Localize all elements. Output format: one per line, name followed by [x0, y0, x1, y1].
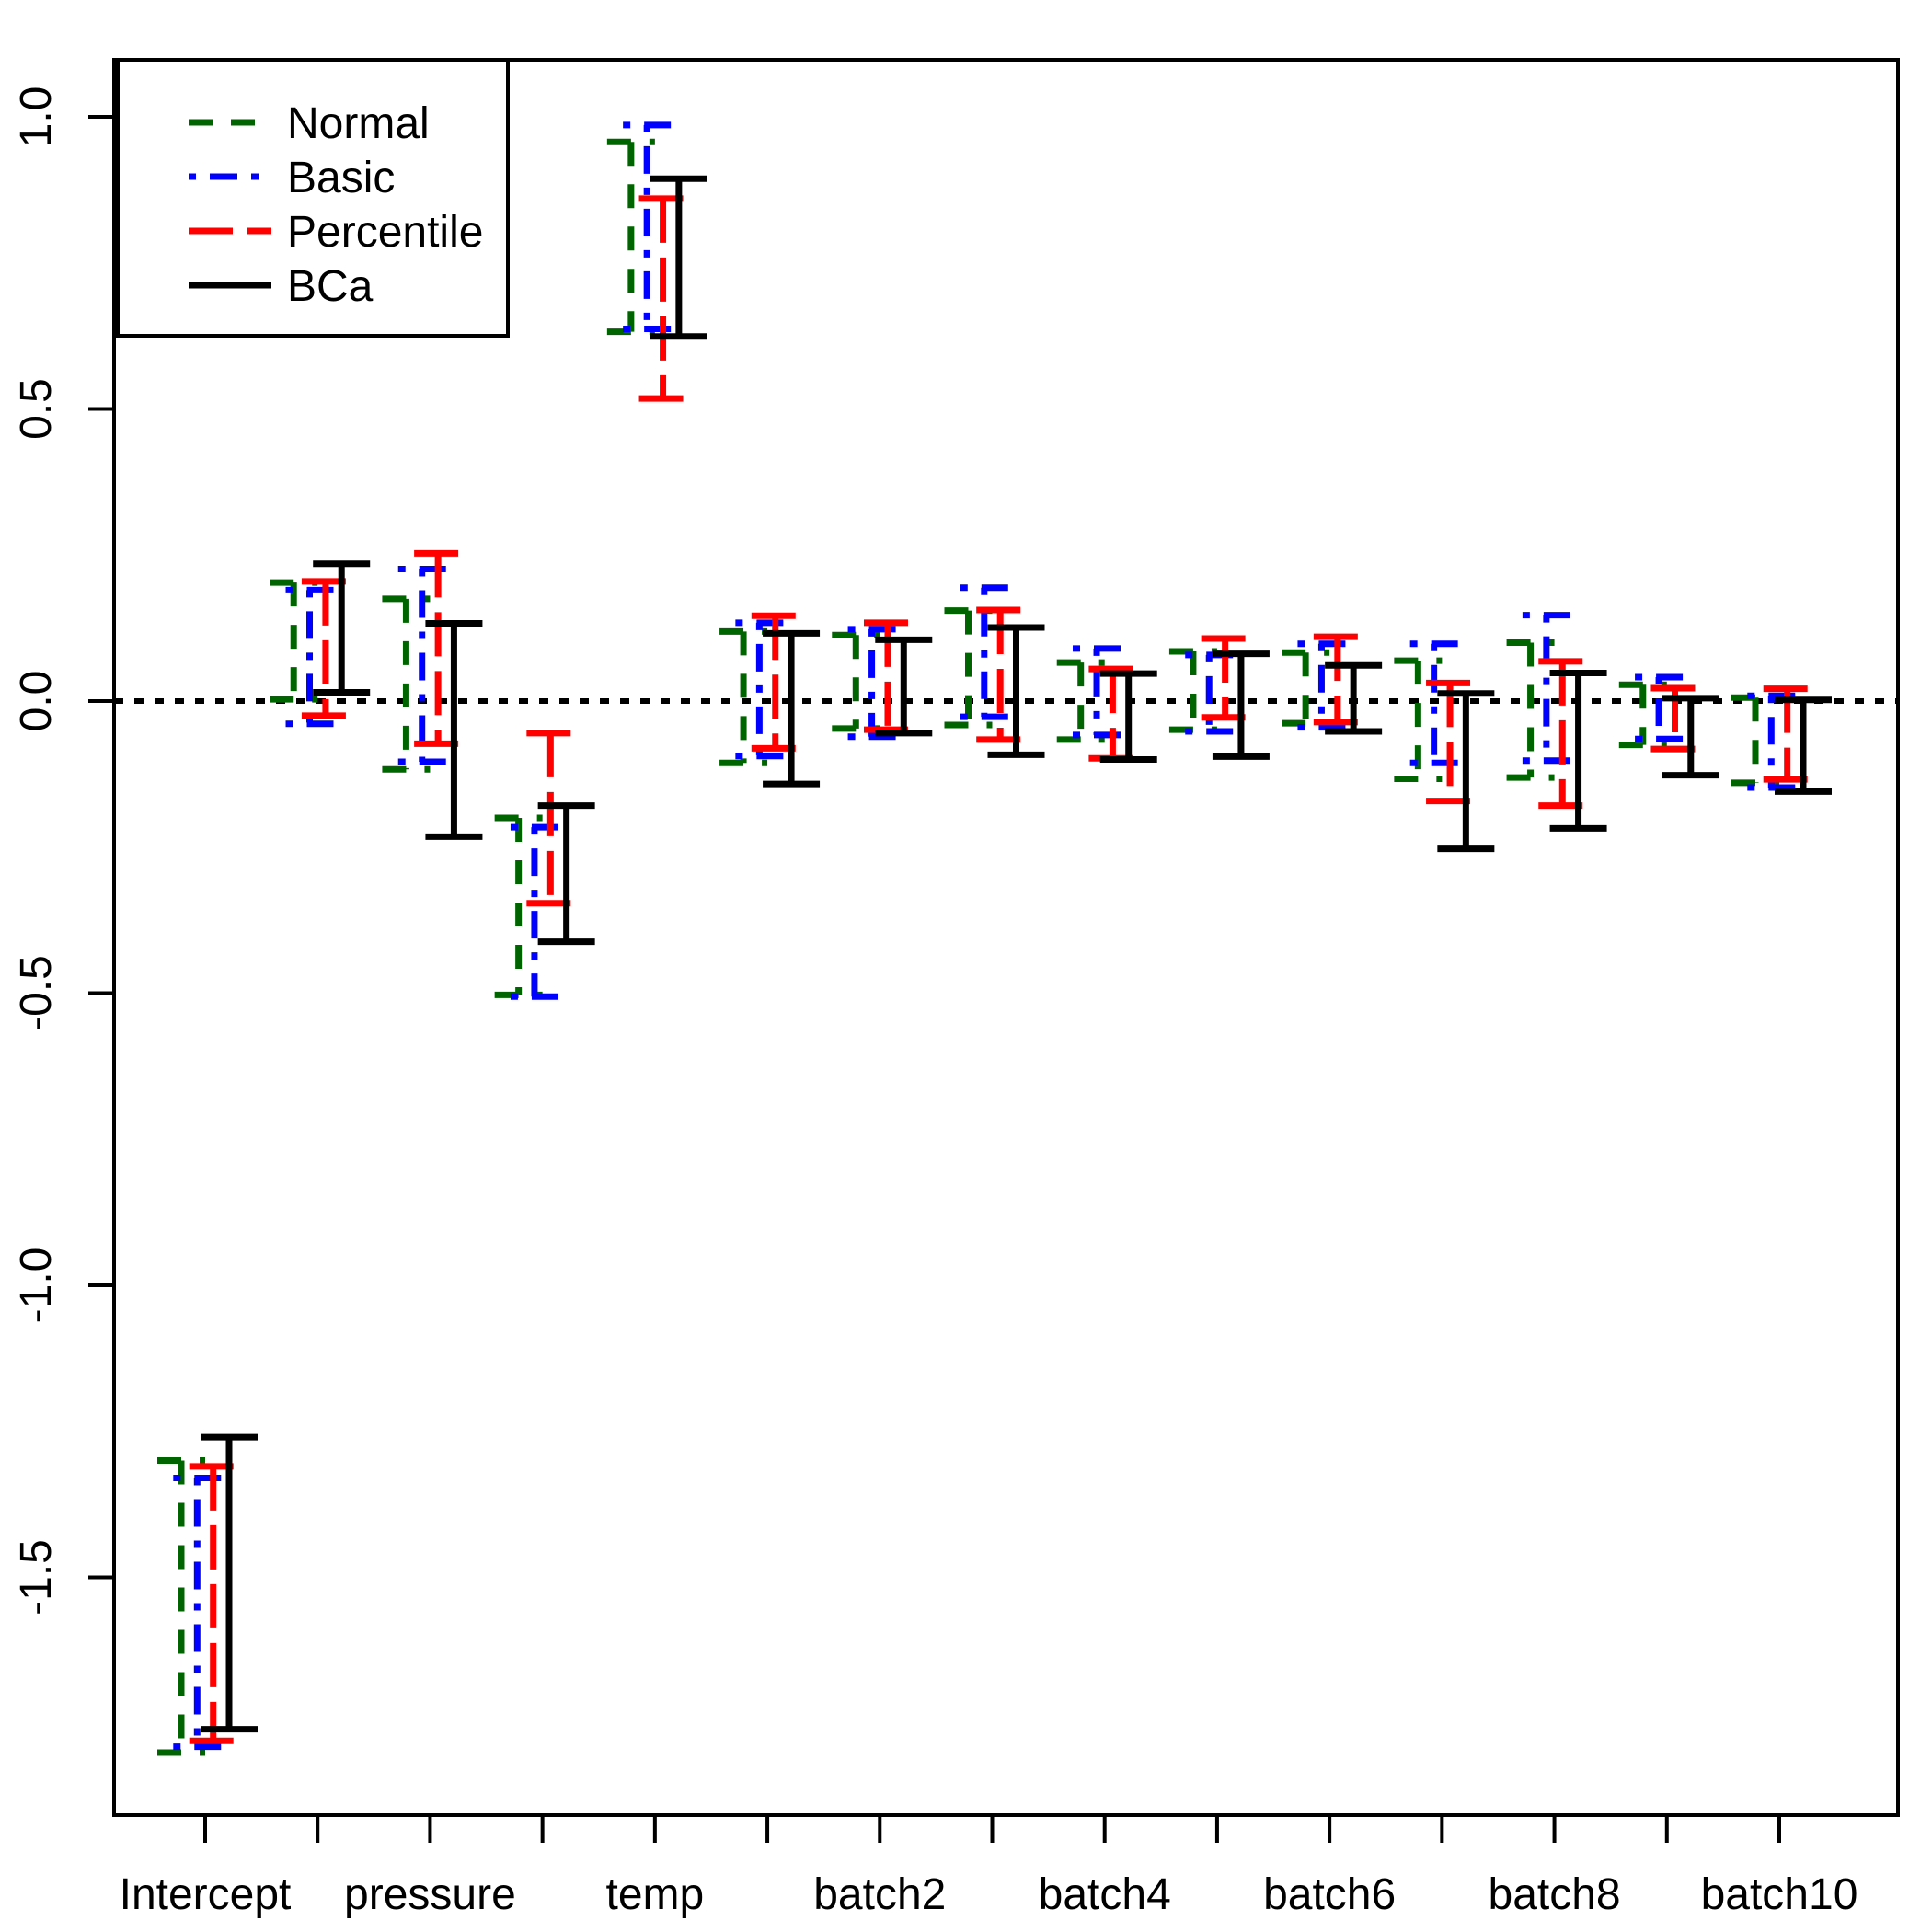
legend-label-normal: Normal	[287, 99, 430, 148]
x-axis-tick-label: batch10	[1700, 1870, 1858, 1919]
legend-label-percentile: Percentile	[287, 208, 484, 257]
y-axis-tick-label: 0.5	[12, 378, 61, 440]
x-axis-tick-label: batch6	[1263, 1870, 1397, 1919]
y-axis-tick-label: 0.0	[12, 670, 61, 732]
y-axis-tick-label: -0.5	[12, 955, 61, 1031]
x-axis-tick-label: batch4	[1038, 1870, 1171, 1919]
legend	[118, 60, 508, 336]
x-axis-tick-label: pressure	[344, 1870, 516, 1919]
x-axis-tick-label: batch2	[813, 1870, 947, 1919]
x-axis-tick-label: temp	[605, 1870, 705, 1919]
legend-label-bca: BCa	[287, 262, 374, 311]
y-axis-tick-label: -1.5	[12, 1539, 61, 1616]
legend-label-basic: Basic	[287, 154, 396, 202]
y-axis-tick-label: -1.0	[12, 1247, 61, 1324]
y-axis-tick-label: 1.0	[12, 86, 61, 148]
x-axis-tick-label: batch8	[1488, 1870, 1621, 1919]
x-axis-tick-label: Intercept	[119, 1870, 292, 1919]
